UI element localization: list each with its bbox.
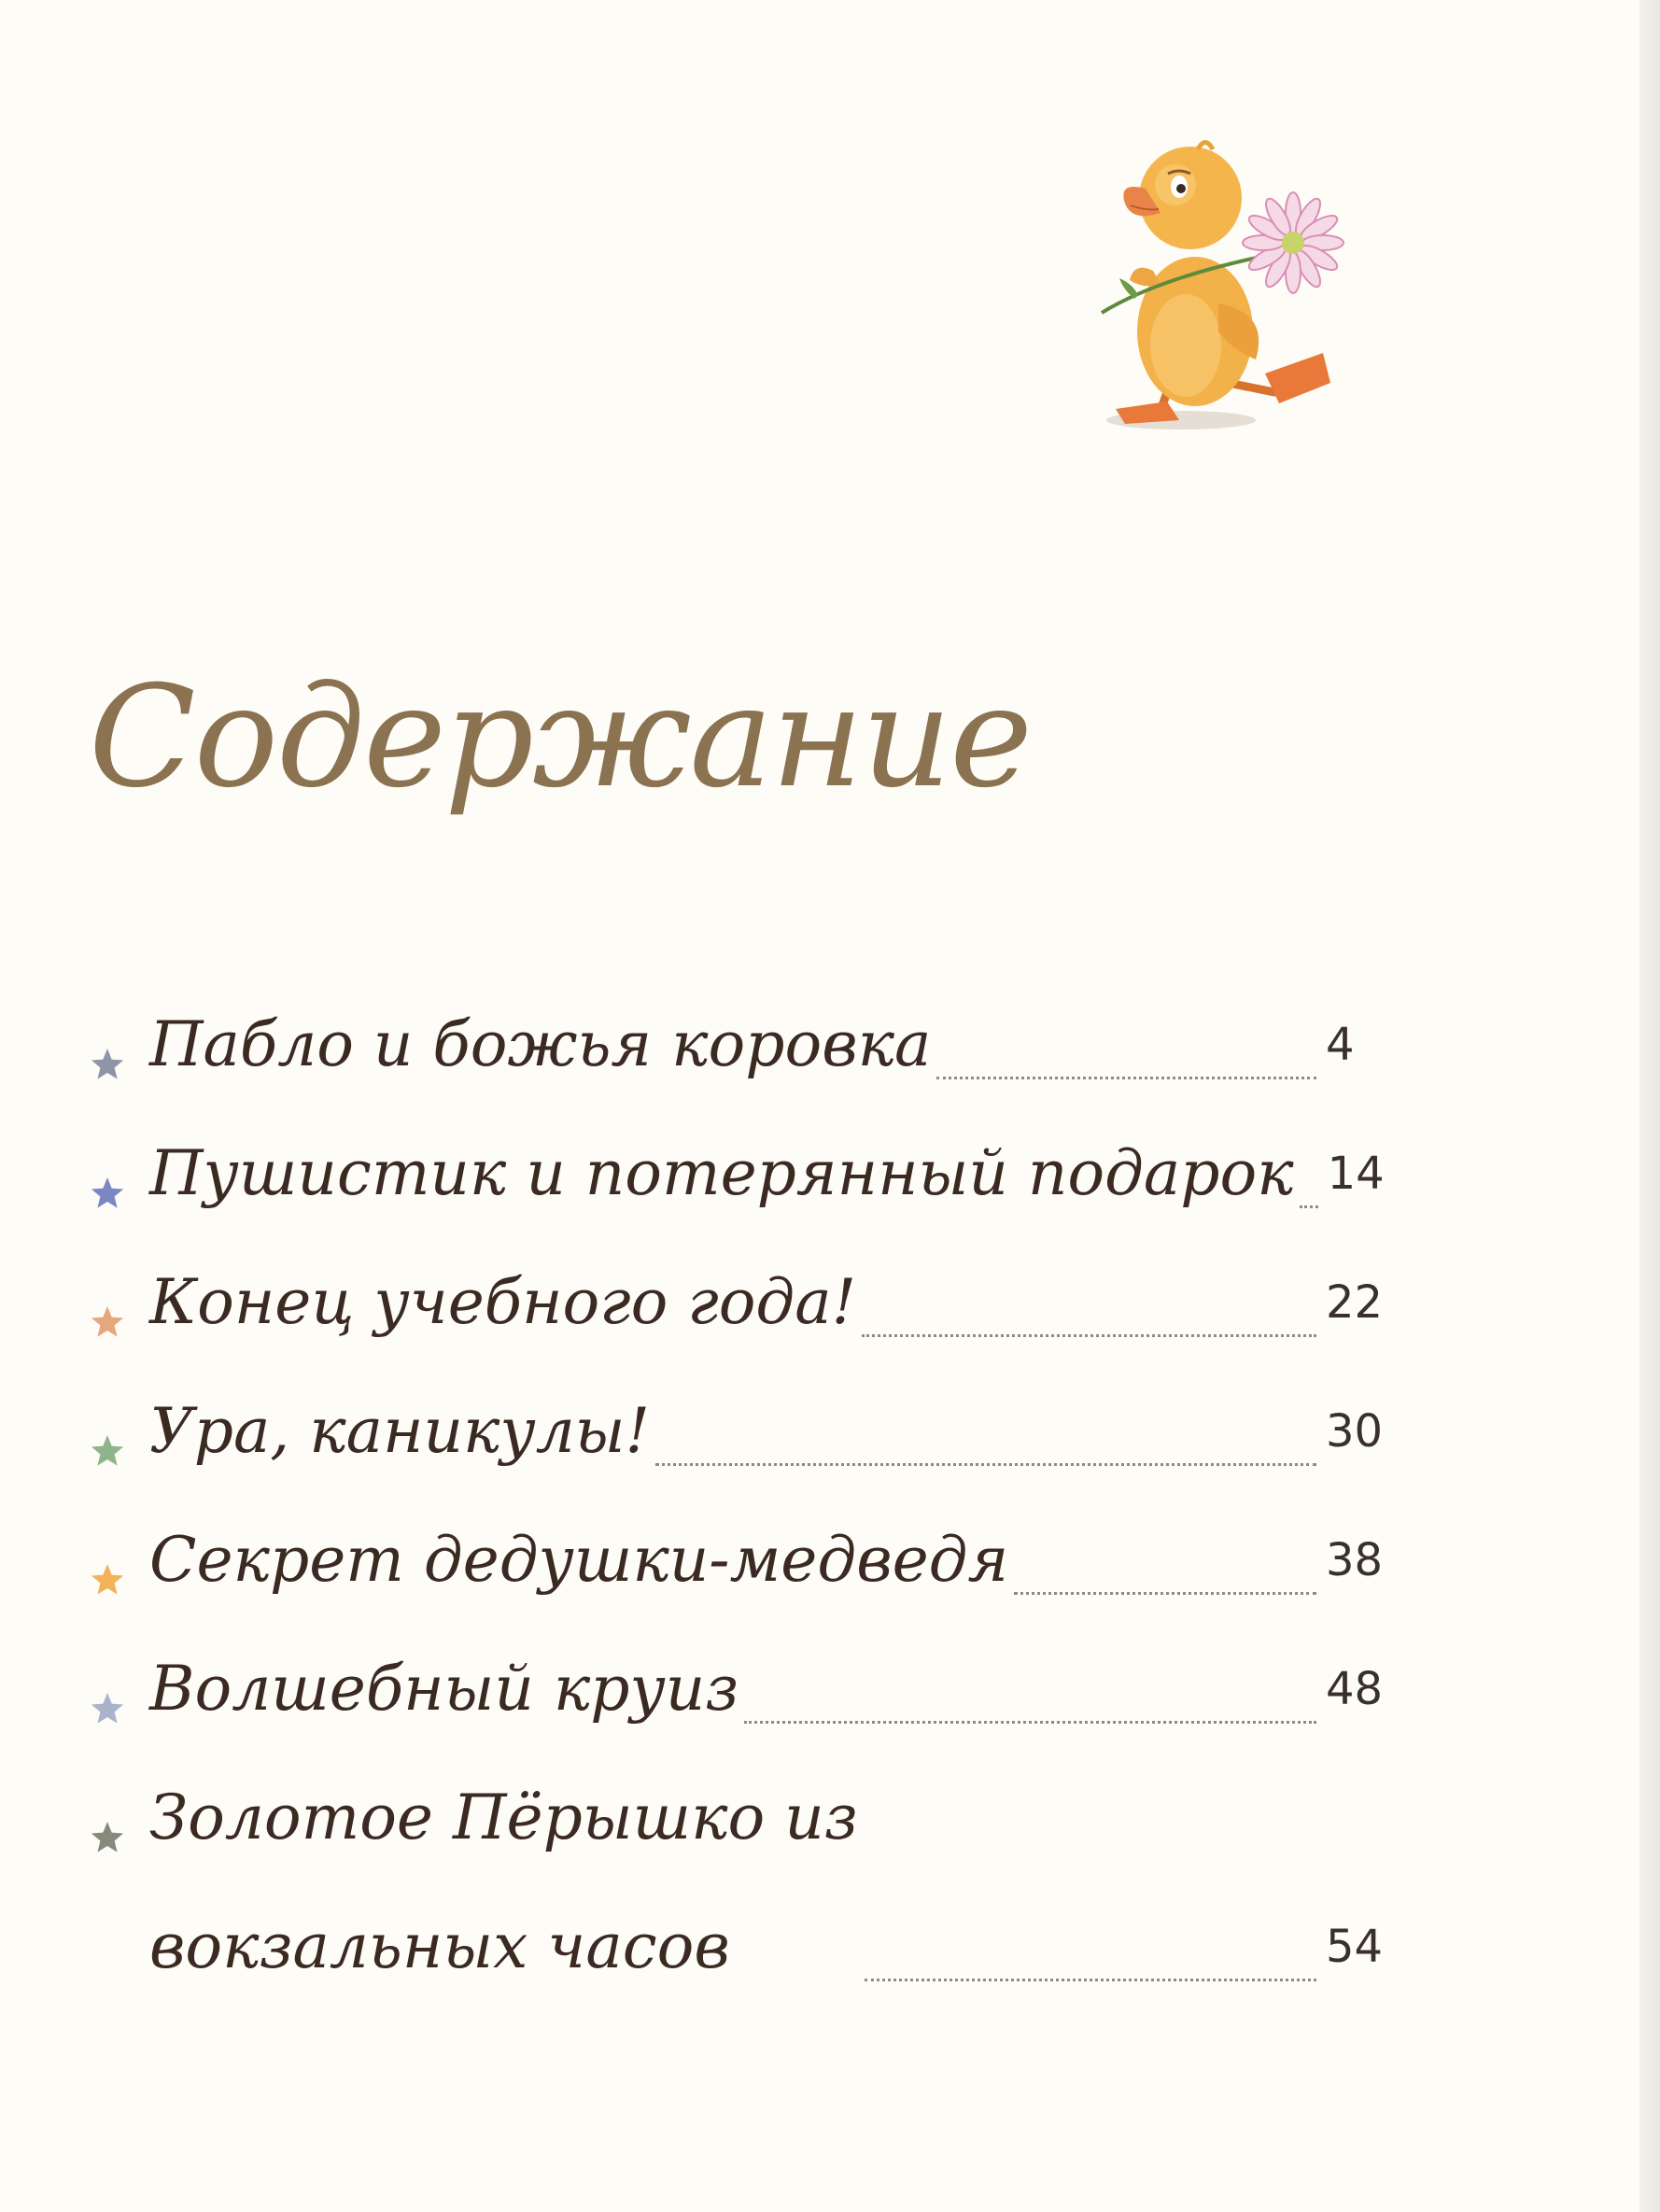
star-icon: [89, 1432, 126, 1470]
dotted-leader: [862, 1334, 1316, 1337]
toc-entry-title: Ура, каникулы!: [149, 1395, 650, 1467]
toc-entry-title: Волшебный круиз: [149, 1653, 739, 1725]
duckling-illustration: [1078, 112, 1358, 448]
star-icon: [89, 1561, 126, 1599]
toc-entry[interactable]: [89, 1625, 1396, 1754]
toc-page-number: 54: [1326, 1921, 1384, 1973]
star-icon: [89, 1175, 126, 1212]
dotted-leader: [865, 1979, 1316, 1981]
toc-entry-title: Пушистик и потерянный подарок: [149, 1137, 1294, 1209]
toc-entry[interactable]: [89, 1754, 1396, 2011]
toc-page-number: 48: [1326, 1663, 1384, 1715]
toc-entry-title: Секрет дедушки-медведя: [149, 1524, 1009, 1596]
toc-page-number: 38: [1326, 1534, 1384, 1586]
star-icon: [89, 1690, 126, 1727]
toc-entry[interactable]: [89, 1496, 1396, 1625]
dotted-leader: [1300, 1205, 1318, 1208]
dotted-leader: [655, 1463, 1316, 1466]
page-edge-shadow: [1639, 0, 1660, 2212]
toc-entry-title: Золотое Пёрышко из вокзальных часов: [149, 1782, 858, 1982]
toc-entry-title: Пабло и божья коровка: [149, 1008, 932, 1080]
toc-entry[interactable]: [89, 1367, 1396, 1496]
star-icon: [89, 1046, 126, 1083]
table-of-contents: [89, 980, 1396, 2011]
toc-entry[interactable]: [89, 980, 1396, 1109]
toc-entry-title: Конец учебного года!: [149, 1266, 857, 1338]
star-icon: [89, 1819, 126, 1856]
star-icon: [89, 1303, 126, 1341]
toc-page-number: 30: [1326, 1405, 1384, 1458]
dotted-leader: [936, 1077, 1316, 1079]
toc-entry[interactable]: [89, 1109, 1396, 1238]
dotted-leader: [744, 1721, 1316, 1724]
toc-page-number: 22: [1326, 1276, 1384, 1329]
toc-entry[interactable]: [89, 1238, 1396, 1367]
toc-page-number: 14: [1327, 1148, 1385, 1200]
dotted-leader: [1014, 1592, 1316, 1595]
page-title: Содержание: [89, 656, 1032, 819]
toc-page-number: 4: [1326, 1019, 1355, 1071]
